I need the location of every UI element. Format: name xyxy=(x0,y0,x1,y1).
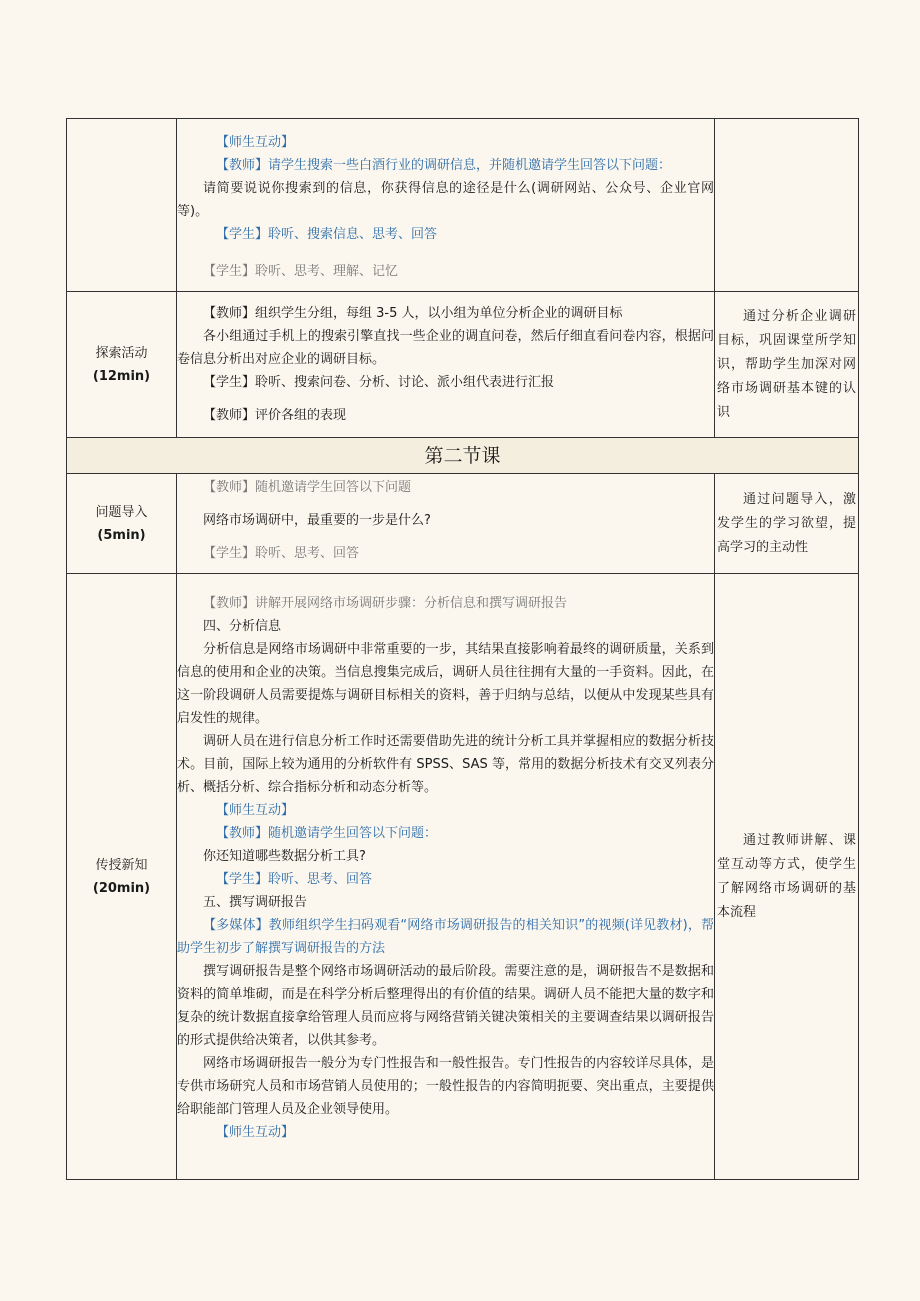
question-line: 请简要说说你搜索到的信息，你获得信息的途径是什么(调研网站、公众号、企业官网等)。 xyxy=(177,181,714,219)
teacher-line: 【教师】请学生搜索一些白酒行业的调研信息，并随机邀请学生回答以下问题： xyxy=(216,158,672,173)
purpose-cell xyxy=(715,574,859,1180)
section-row xyxy=(67,438,859,474)
purpose-cell xyxy=(715,119,859,292)
table-row xyxy=(67,574,859,1180)
student-line: 【学生】聆听、思考、回答 xyxy=(203,546,360,561)
table-row xyxy=(67,474,859,574)
content-cell xyxy=(177,119,715,292)
teacher-line: 【教师】随机邀请学生回答以下问题： xyxy=(216,826,438,841)
student-line: 【学生】聆听、搜索问卷、分析、讨论、派小组代表进行汇报 xyxy=(203,375,555,390)
purpose-text: 通过教师讲解、课堂互动等方式，使学生了解网络市场调研的基本流程 xyxy=(717,832,856,920)
purpose-text: 通过问题导入，激发学生的学习欲望，提高学习的主动性 xyxy=(717,491,856,555)
purpose-cell xyxy=(715,474,859,574)
content-cell xyxy=(177,474,715,574)
subheading: 五、撰写调研报告 xyxy=(203,895,308,910)
stage-duration: (12min) xyxy=(92,368,151,384)
teacher-line: 【教师】评价各组的表现 xyxy=(203,408,347,423)
stage-name: 问题导入 xyxy=(95,504,148,520)
interaction-heading: 【师生互动】 xyxy=(216,1125,295,1140)
table-row xyxy=(67,292,859,438)
stage-cell xyxy=(67,574,177,1180)
stage-name: 探索活动 xyxy=(95,345,148,361)
interaction-heading: 【师生互动】 xyxy=(216,135,295,150)
lesson-plan-table xyxy=(66,118,859,1180)
stage-name: 传授新知 xyxy=(95,857,148,873)
student-line: 【学生】聆听、思考、理解、记忆 xyxy=(203,264,399,279)
paragraph: 分析信息是网络市场调研中非常重要的一步，其结果直接影响着最终的调研质量，关系到信息的使用和企业的决策。当信息搜集完成后，调研人员往往拥有大量的一手资料。因此，在这一阶段调研人员需要提炼与调研目标相关的资料，善于归纳与总结，以便从中发现某些具有启发性的规律。 xyxy=(177,642,714,726)
stage-duration: (5min) xyxy=(97,527,146,543)
student-line: 【学生】聆听、思考、回答 xyxy=(216,872,373,887)
content-cell xyxy=(177,574,715,1180)
subheading: 四、分析信息 xyxy=(203,619,282,634)
section-title: 第二节课 xyxy=(67,438,859,474)
teacher-line: 【教师】讲解开展网络市场调研步骤：分析信息和撰写调研报告 xyxy=(203,596,568,611)
purpose-text: 通过分析企业调研目标，巩固课堂所学知识，帮助学生加深对网络市场调研基本键的认识 xyxy=(717,308,856,420)
teacher-line: 【教师】随机邀请学生回答以下问题 xyxy=(203,480,412,495)
student-line: 【学生】聆听、搜索信息、思考、回答 xyxy=(216,227,438,242)
paragraph: 各小组通过手机上的搜索引擎直找一些企业的调直问卷，然后仔细直看问卷内容，根据问卷信息分析出对应企业的调研目标。 xyxy=(177,329,714,367)
question-line: 你还知道哪些数据分析工具? xyxy=(203,849,366,864)
multimedia-line: 【多媒体】教师组织学生扫码观看“网络市场调研报告的相关知识”的视频(详见教材)，帮助学生初步了解撰写调研报告的方法 xyxy=(177,918,714,956)
stage-duration: (20min) xyxy=(92,880,151,896)
paragraph: 撰写调研报告是整个网络市场调研活动的最后阶段。需要注意的是，调研报告不是数据和资料的简单堆砌，而是在科学分析后整理得出的有价值的结果。调研人员不能把大量的数字和复杂的统计数据直接拿给管理人员而应将与网络营销关键决策相关的主要调查结果以调研报告的形式提供给决策者，以供其参考。 xyxy=(177,964,714,1048)
paragraph: 调研人员在进行信息分析工作时还需要借助先进的统计分析工具并掌握相应的数据分析技术。目前，国际上较为通用的分析软件有 SPSS、SAS 等，常用的数据分析技术有交叉列表分析、概括分析、综合指标分析和动态分析等。 xyxy=(177,734,714,795)
interaction-heading: 【师生互动】 xyxy=(216,803,295,818)
content-cell xyxy=(177,292,715,438)
table-row xyxy=(67,119,859,292)
question-line: 网络市场调研中，最重要的一步是什么? xyxy=(203,513,431,528)
purpose-cell xyxy=(715,292,859,438)
stage-cell xyxy=(67,474,177,574)
stage-cell xyxy=(67,119,177,292)
teacher-line: 【教师】组织学生分组，每组 3-5 人，以小组为单位分析企业的调研目标 xyxy=(203,306,623,321)
stage-cell xyxy=(67,292,177,438)
paragraph: 网络市场调研报告一般分为专门性报告和一般性报告。专门性报告的内容较详尽具体，是专供市场研究人员和市场营销人员使用的；一般性报告的内容简明扼要、突出重点，主要提供给职能部门管理人员及企业领导使用。 xyxy=(177,1056,714,1117)
